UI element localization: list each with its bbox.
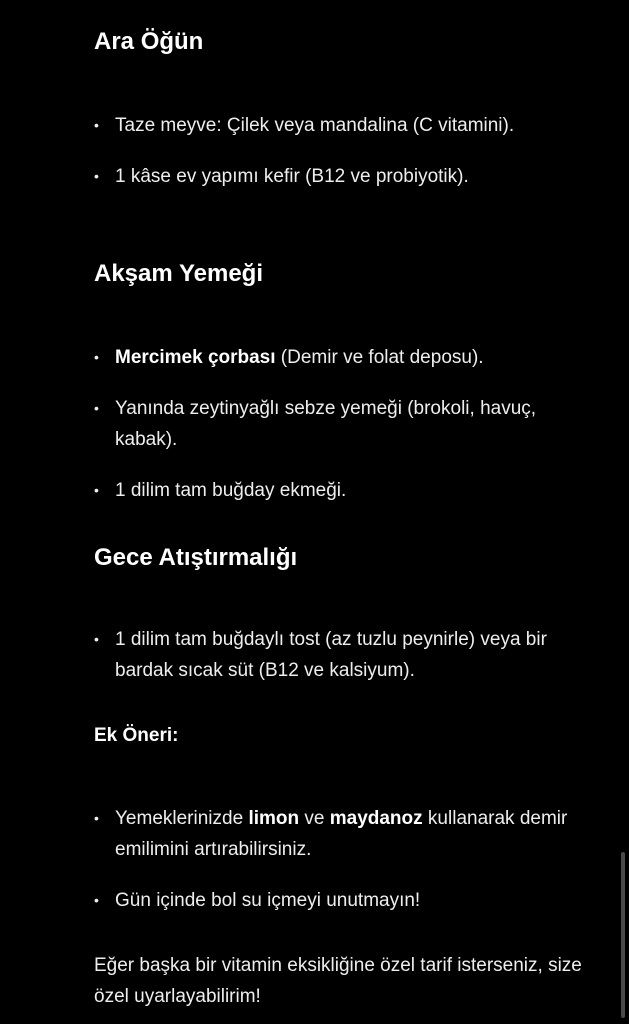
bullet-icon: •	[94, 349, 99, 365]
list-item: • Yanında zeytinyağlı sebze yemeği (brokoli, havuç, kabak).	[94, 393, 594, 455]
list-item: • 1 dilim tam buğday ekmeği.	[94, 475, 594, 506]
closing-paragraph: Eğer başka bir vitamin eksikliğine özel tarif isterseniz, size özel uyarlayabilirim!	[94, 955, 582, 1007]
list-ek-oneri	[94, 803, 594, 916]
bullet-icon: •	[94, 892, 99, 908]
bullet-icon: •	[94, 631, 99, 647]
list-item: • 1 kâse ev yapımı kefir (B12 ve probiyotik).	[94, 161, 594, 192]
vertical-scrollbar[interactable]	[621, 852, 625, 1018]
heading-ara-ogun: Ara Öğün	[94, 28, 204, 55]
bullet-icon: •	[94, 117, 99, 133]
heading-ek-oneri: Ek Öneri:	[94, 725, 179, 746]
bullet-icon: •	[94, 482, 99, 498]
heading-gece-atistirmaligi: Gece Atıştırmalığı	[94, 544, 298, 571]
bullet-icon: •	[94, 810, 99, 826]
list-gece	[94, 624, 594, 686]
bullet-icon: •	[94, 168, 99, 184]
list-item: • Gün içinde bol su içmeyi unutmayın!	[94, 885, 594, 916]
bullet-icon: •	[94, 400, 99, 416]
bold-text: maydanoz	[329, 808, 423, 829]
list-item: • Taze meyve: Çilek veya mandalina (C vitamini).	[94, 110, 594, 141]
list-ara-ogun	[94, 110, 594, 192]
list-item: • Mercimek çorbası (Demir ve folat deposu).	[94, 342, 594, 373]
bold-text: limon	[248, 808, 300, 829]
list-item: • 1 dilim tam buğdaylı tost (az tuzlu peynirle) veya bir bardak sıcak süt (B12 ve kalsiyum).	[94, 624, 594, 686]
heading-aksam-yemegi: Akşam Yemeği	[94, 260, 263, 287]
list-aksam-yemegi	[94, 342, 594, 506]
list-item: • Yemeklerinizde limon ve maydanoz kullanarak demir emilimini artırabilirsiniz.	[94, 803, 594, 865]
bold-text: Mercimek çorbası	[115, 347, 276, 368]
